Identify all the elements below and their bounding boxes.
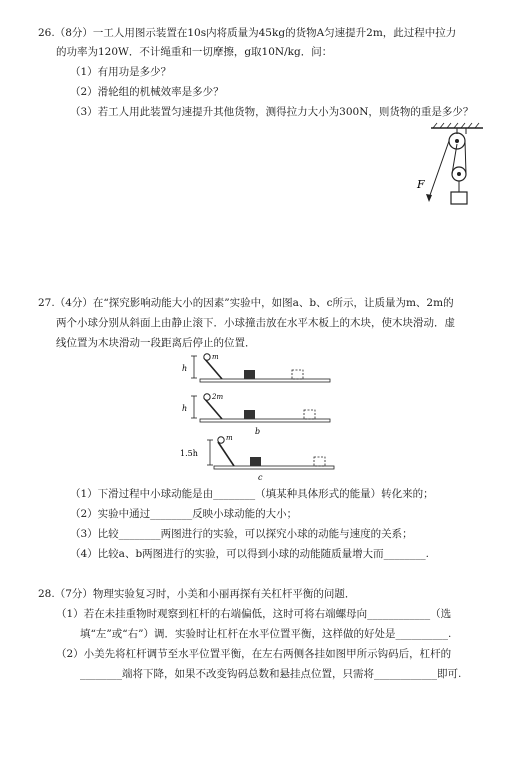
q26-sub3: （3）若工人用此装置匀速提升其他货物，测得拉力大小为300N，则货物的重是多少？ — [70, 106, 474, 118]
cargo-block — [451, 192, 467, 204]
q28-sub2-line2: ________端将下降，如果不改变钩码总数和悬挂点位置，只需将____________即可. — [80, 668, 462, 680]
q28-stem-line1: 28.（7分）物理实验复习时，小美和小丽再探有关杠杆平衡的问题． — [38, 588, 356, 600]
force-label: F — [417, 178, 425, 191]
q28-sub2-line1: （2）小美先将杠杆调节至水平位置平衡，在左右两侧各挂如图甲所示钩码后，杠杆的 — [56, 648, 452, 660]
svg-text:m: m — [226, 434, 233, 442]
q27-sub1: （1）下滑过程中小球动能是由________（填某种具体形式的能量）转化来的； — [70, 488, 434, 500]
panel-b — [182, 393, 330, 436]
q27-sub2: （2）实验中通过________反映小球动能的大小； — [70, 508, 298, 520]
q26-sub2: （2）滑轮组的机械效率是多少？ — [70, 86, 224, 98]
q27-sub3: （3）比较________两图进行的实验，可以探究小球的动能与速度的关系； — [70, 528, 413, 540]
svg-text:m: m — [212, 353, 219, 361]
q26-stem-line2: 的功率为120W．不计绳重和一切摩擦，g取10N/kg．问： — [56, 46, 333, 58]
q26-stem-line1: 26.（8分）一工人用图示装置在10s内将质量为45kg的货物A匀速提升2m，此过程中拉力 — [38, 27, 457, 39]
svg-text:1.5h: 1.5h — [180, 449, 198, 458]
q27-sub4: （4）比较a、b两图进行的实验，可以得到小球的动能随质量增大而________. — [70, 548, 429, 560]
incline-figure — [180, 352, 340, 484]
panel-c — [180, 434, 334, 482]
panel-a — [182, 353, 330, 382]
q27-stem-line3: 线位置为木块滑动一段距离后停止的位置． — [56, 337, 256, 349]
svg-text:h: h — [182, 364, 188, 373]
pulley-figure — [415, 122, 495, 212]
q26-sub1: （1）有用功是多少？ — [70, 66, 172, 78]
q27-stem-line2: 两个小球分别从斜面上由静止滚下．小球撞击放在水平木板上的木块，使木块滑动．虚 — [56, 317, 455, 329]
svg-text:2m: 2m — [212, 393, 224, 401]
q28-sub1-line2: 填“左”或“右”）调．实验时让杠杆在水平位置平衡，这样做的好处是__________. — [80, 628, 452, 640]
svg-text:b: b — [255, 427, 261, 436]
svg-text:h: h — [182, 404, 188, 413]
q28-sub1-line1: （1）若在未挂重物时观察到杠杆的右端偏低，这时可将右端螺母向____________（选 — [56, 608, 452, 620]
svg-text:c: c — [258, 473, 263, 482]
q27-stem-line1: 27.（4分）在“探究影响动能大小的因素”实验中，如图a、b、c所示，让质量为m、2m的 — [38, 297, 454, 309]
